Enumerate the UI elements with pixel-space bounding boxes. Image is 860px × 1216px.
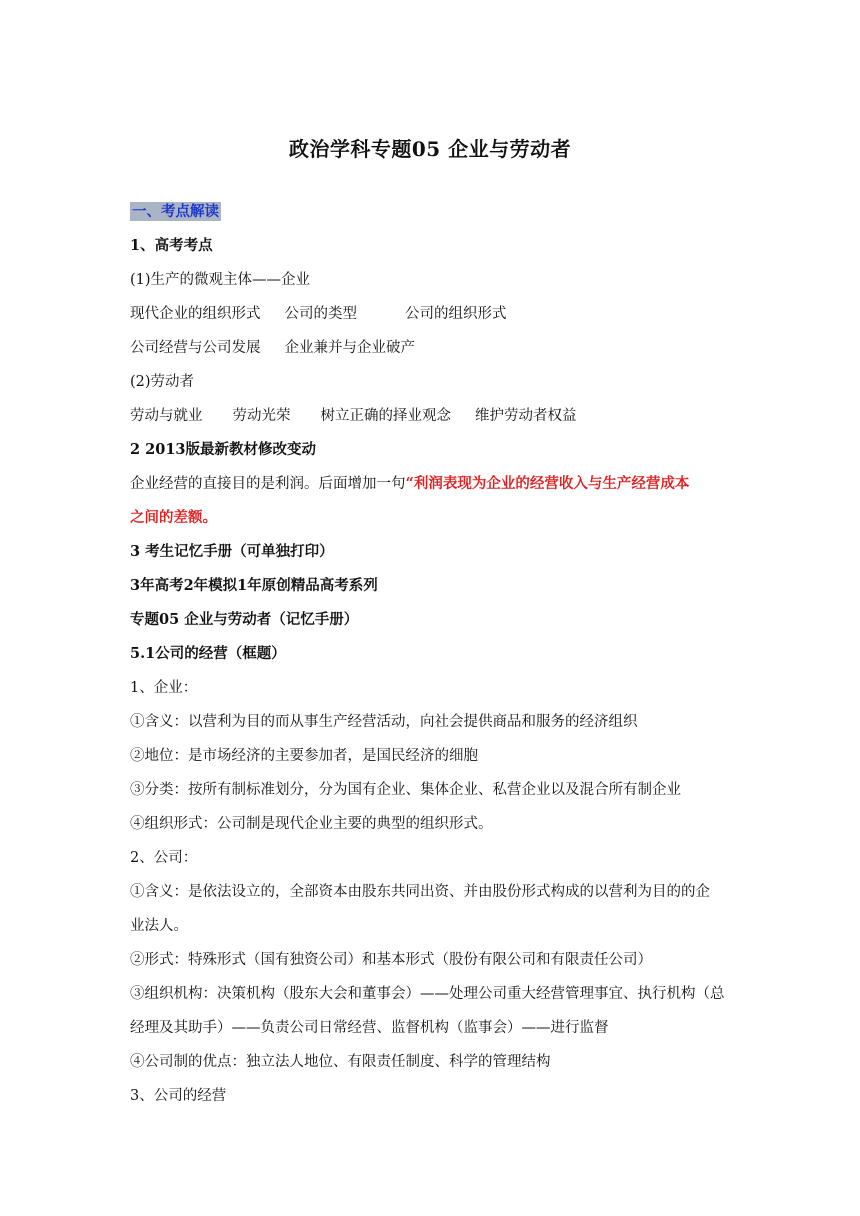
- list-item: 业法人。: [130, 918, 188, 934]
- point-1-items-2: [130, 338, 415, 358]
- gaokao-heading: 1、高考考点: [130, 237, 213, 254]
- point-1: (1)生产的微观主体——企业: [130, 272, 311, 288]
- point-1-items: [130, 304, 507, 324]
- enterprise-heading: 1、企业：: [130, 680, 198, 696]
- memory-heading: 3 考生记忆手册（可单独打印）: [130, 543, 334, 560]
- section-heading-text: 一、考点解读: [132, 203, 219, 220]
- list-item: 经理及其助手）——负责公司日常经营、监督机构（监事会）——进行监督: [130, 1020, 609, 1036]
- list-item: ①含义：是依法设立的，全部资本由股东共同出资、并由股份形式构成的以营利为目的的企: [130, 884, 710, 900]
- series-heading: 3年高考2年模拟1年原创精品高考系列: [130, 577, 378, 594]
- list-item: ③分类：按所有制标准划分，分为国有企业、集体企业、私营企业以及混合所有制企业: [130, 782, 681, 798]
- change-text-prefix: 企业经营的直接目的是利润。后面增加一句: [130, 476, 406, 492]
- list-item: ④公司制的优点：独立法人地位、有限责任制度、科学的管理结构: [130, 1054, 551, 1070]
- sub-heading: 5.1公司的经营（框题）: [130, 645, 286, 662]
- point-2-items: [130, 406, 577, 426]
- change-text-highlight: 之间的差额。: [130, 509, 217, 526]
- operation-heading: 3、公司的经营: [130, 1088, 227, 1104]
- list-item: ②地位：是市场经济的主要参加者，是国民经济的细胞: [130, 748, 478, 764]
- change-text-cont: [130, 508, 217, 528]
- topic-heading: 专题05 企业与劳动者（记忆手册）: [130, 611, 359, 628]
- list-item: 公司经营与公司发展: [130, 340, 261, 356]
- page-title: 政治学科专题05 企业与劳动者: [288, 137, 572, 161]
- list-item: 劳动光荣: [232, 408, 291, 424]
- list-item: ③组织机构：决策机构（股东大会和董事会）——处理公司重大经营管理事宜、执行机构（总: [130, 986, 725, 1002]
- list-item: 公司的组织形式: [405, 306, 507, 322]
- list-item: ②形式：特殊形式（国有独资公司）和基本形式（股份有限公司和有限责任公司）: [130, 952, 652, 968]
- section-heading: [130, 202, 221, 222]
- list-item: 企业兼并与企业破产: [284, 340, 415, 356]
- company-heading: 2、公司：: [130, 850, 198, 866]
- list-item: ④组织形式：公司制是现代企业主要的典型的组织形式。: [130, 816, 493, 832]
- list-item: 现代企业的组织形式: [130, 306, 261, 322]
- change-text-highlight: “利润表现为企业的经营收入与生产经营成本: [405, 475, 690, 492]
- point-2: (2)劳动者: [130, 374, 195, 390]
- change-text: [130, 474, 689, 494]
- list-item: 树立正确的择业观念: [320, 408, 451, 424]
- list-item: ①含义：以营利为目的而从事生产经营活动，向社会提供商品和服务的经济组织: [130, 714, 638, 730]
- list-item: 劳动与就业: [130, 408, 203, 424]
- list-item: 维护劳动者权益: [475, 408, 577, 424]
- list-item: 公司的类型: [284, 306, 357, 322]
- change-heading: 2 2013版最新教材修改变动: [130, 441, 316, 458]
